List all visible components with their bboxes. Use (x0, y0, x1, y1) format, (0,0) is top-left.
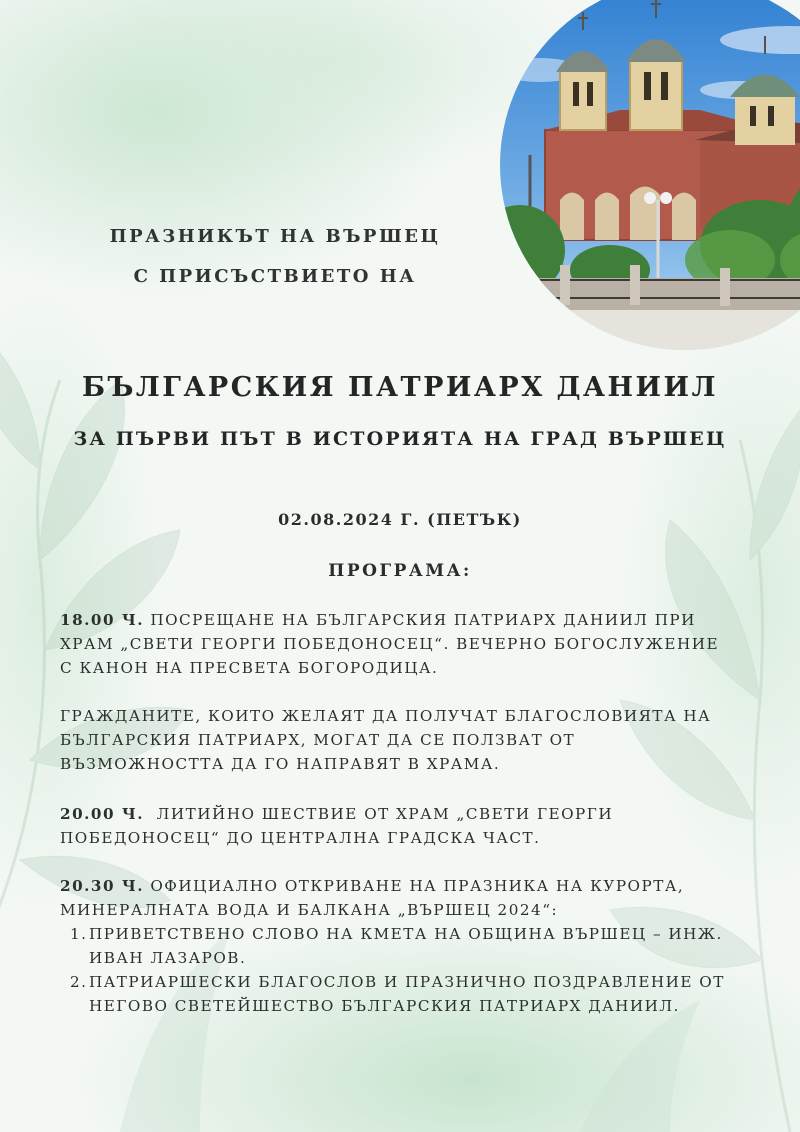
program-text: ОФИЦИАЛНО ОТКРИВАНЕ НА ПРАЗНИКА НА КУРОРТА, (150, 877, 685, 895)
program-title: ПРОГРАМА: (328, 561, 472, 581)
program-text: ПОБЕДОНОСЕЦ“ ДО ЦЕНТРАЛНА ГРАДСКА ЧАСТ. (60, 829, 541, 847)
program-text: ЛИТИЙНО ШЕСТВИЕ ОТ ХРАМ „СВЕТИ ГЕОРГИ (150, 805, 614, 823)
program-item-2000 (60, 802, 760, 850)
program-item-1800 (60, 608, 760, 680)
program-text: ПОСРЕЩАНЕ НА БЪЛГАРСКИЯ ПАТРИАРХ ДАНИИЛ ПРИ (150, 611, 696, 629)
note-text: БЪЛГАРСКИЯ ПАТРИАРХ, МОГАТ ДА СЕ ПОЛЗВАТ ОТ (60, 731, 576, 749)
patriarch-headline: БЪЛГАРСКИЯ ПАТРИАРХ ДАНИИЛ (82, 372, 718, 403)
program-item-line (60, 874, 760, 898)
header-line-2: С ПРИСЪСТВИЕТО НА (133, 266, 417, 287)
list-text: ПАТРИАРШЕСКИ БЛАГОСЛОВ И ПРАЗНИЧНО ПОЗДРАВЛЕНИЕ ОТ (89, 973, 725, 991)
note-text: ВЪЗМОЖНОСТТА ДА ГО НАПРАВЯТ В ХРАМА. (60, 755, 501, 773)
first-time-headline: ЗА ПЪРВИ ПЪТ В ИСТОРИЯТА НА ГРАД ВЪРШЕЦ (73, 428, 727, 450)
program-time: 20.00 Ч. (60, 805, 144, 823)
program-item-2030 (60, 874, 760, 1018)
program-item-line (60, 608, 760, 632)
note-text: ГРАЖДАНИТЕ, КОИТО ЖЕЛАЯТ ДА ПОЛУЧАТ БЛАГОСЛОВИЯТА НА (60, 707, 712, 725)
event-date: 02.08.2024 Г. (ПЕТЪК) (278, 510, 522, 529)
list-item (60, 970, 760, 1018)
list-number: 2. (70, 973, 88, 991)
program-text: МИНЕРАЛНАТА ВОДА И БАЛКАНА „ВЪРШЕЦ 2024“: (60, 901, 559, 919)
list-text: НЕГОВО СВЕТЕЙШЕСТВО БЪЛГАРСКИЯ ПАТРИАРХ ДАНИИЛ. (89, 997, 680, 1015)
blessing-note (60, 704, 760, 776)
program-time: 18.00 Ч. (60, 611, 144, 629)
header-line-1: ПРАЗНИКЪТ НА ВЪРШЕЦ (109, 226, 441, 247)
opening-sublist (60, 922, 760, 1018)
list-number: 1. (70, 925, 88, 943)
program-text: С КАНОН НА ПРЕСВЕТА БОГОРОДИЦА. (60, 659, 439, 677)
list-item (60, 922, 760, 970)
program-text: ХРАМ „СВЕТИ ГЕОРГИ ПОБЕДОНОСЕЦ“. ВЕЧЕРНО БОГОСЛУЖЕНИЕ (60, 635, 720, 653)
program-item-line (60, 802, 760, 826)
list-text: ИВАН ЛАЗАРОВ. (89, 949, 247, 967)
list-text: ПРИВЕТСТВЕНО СЛОВО НА КМЕТА НА ОБЩИНА ВЪРШЕЦ – ИНЖ. (89, 925, 723, 943)
program-time: 20.30 Ч. (60, 877, 144, 895)
